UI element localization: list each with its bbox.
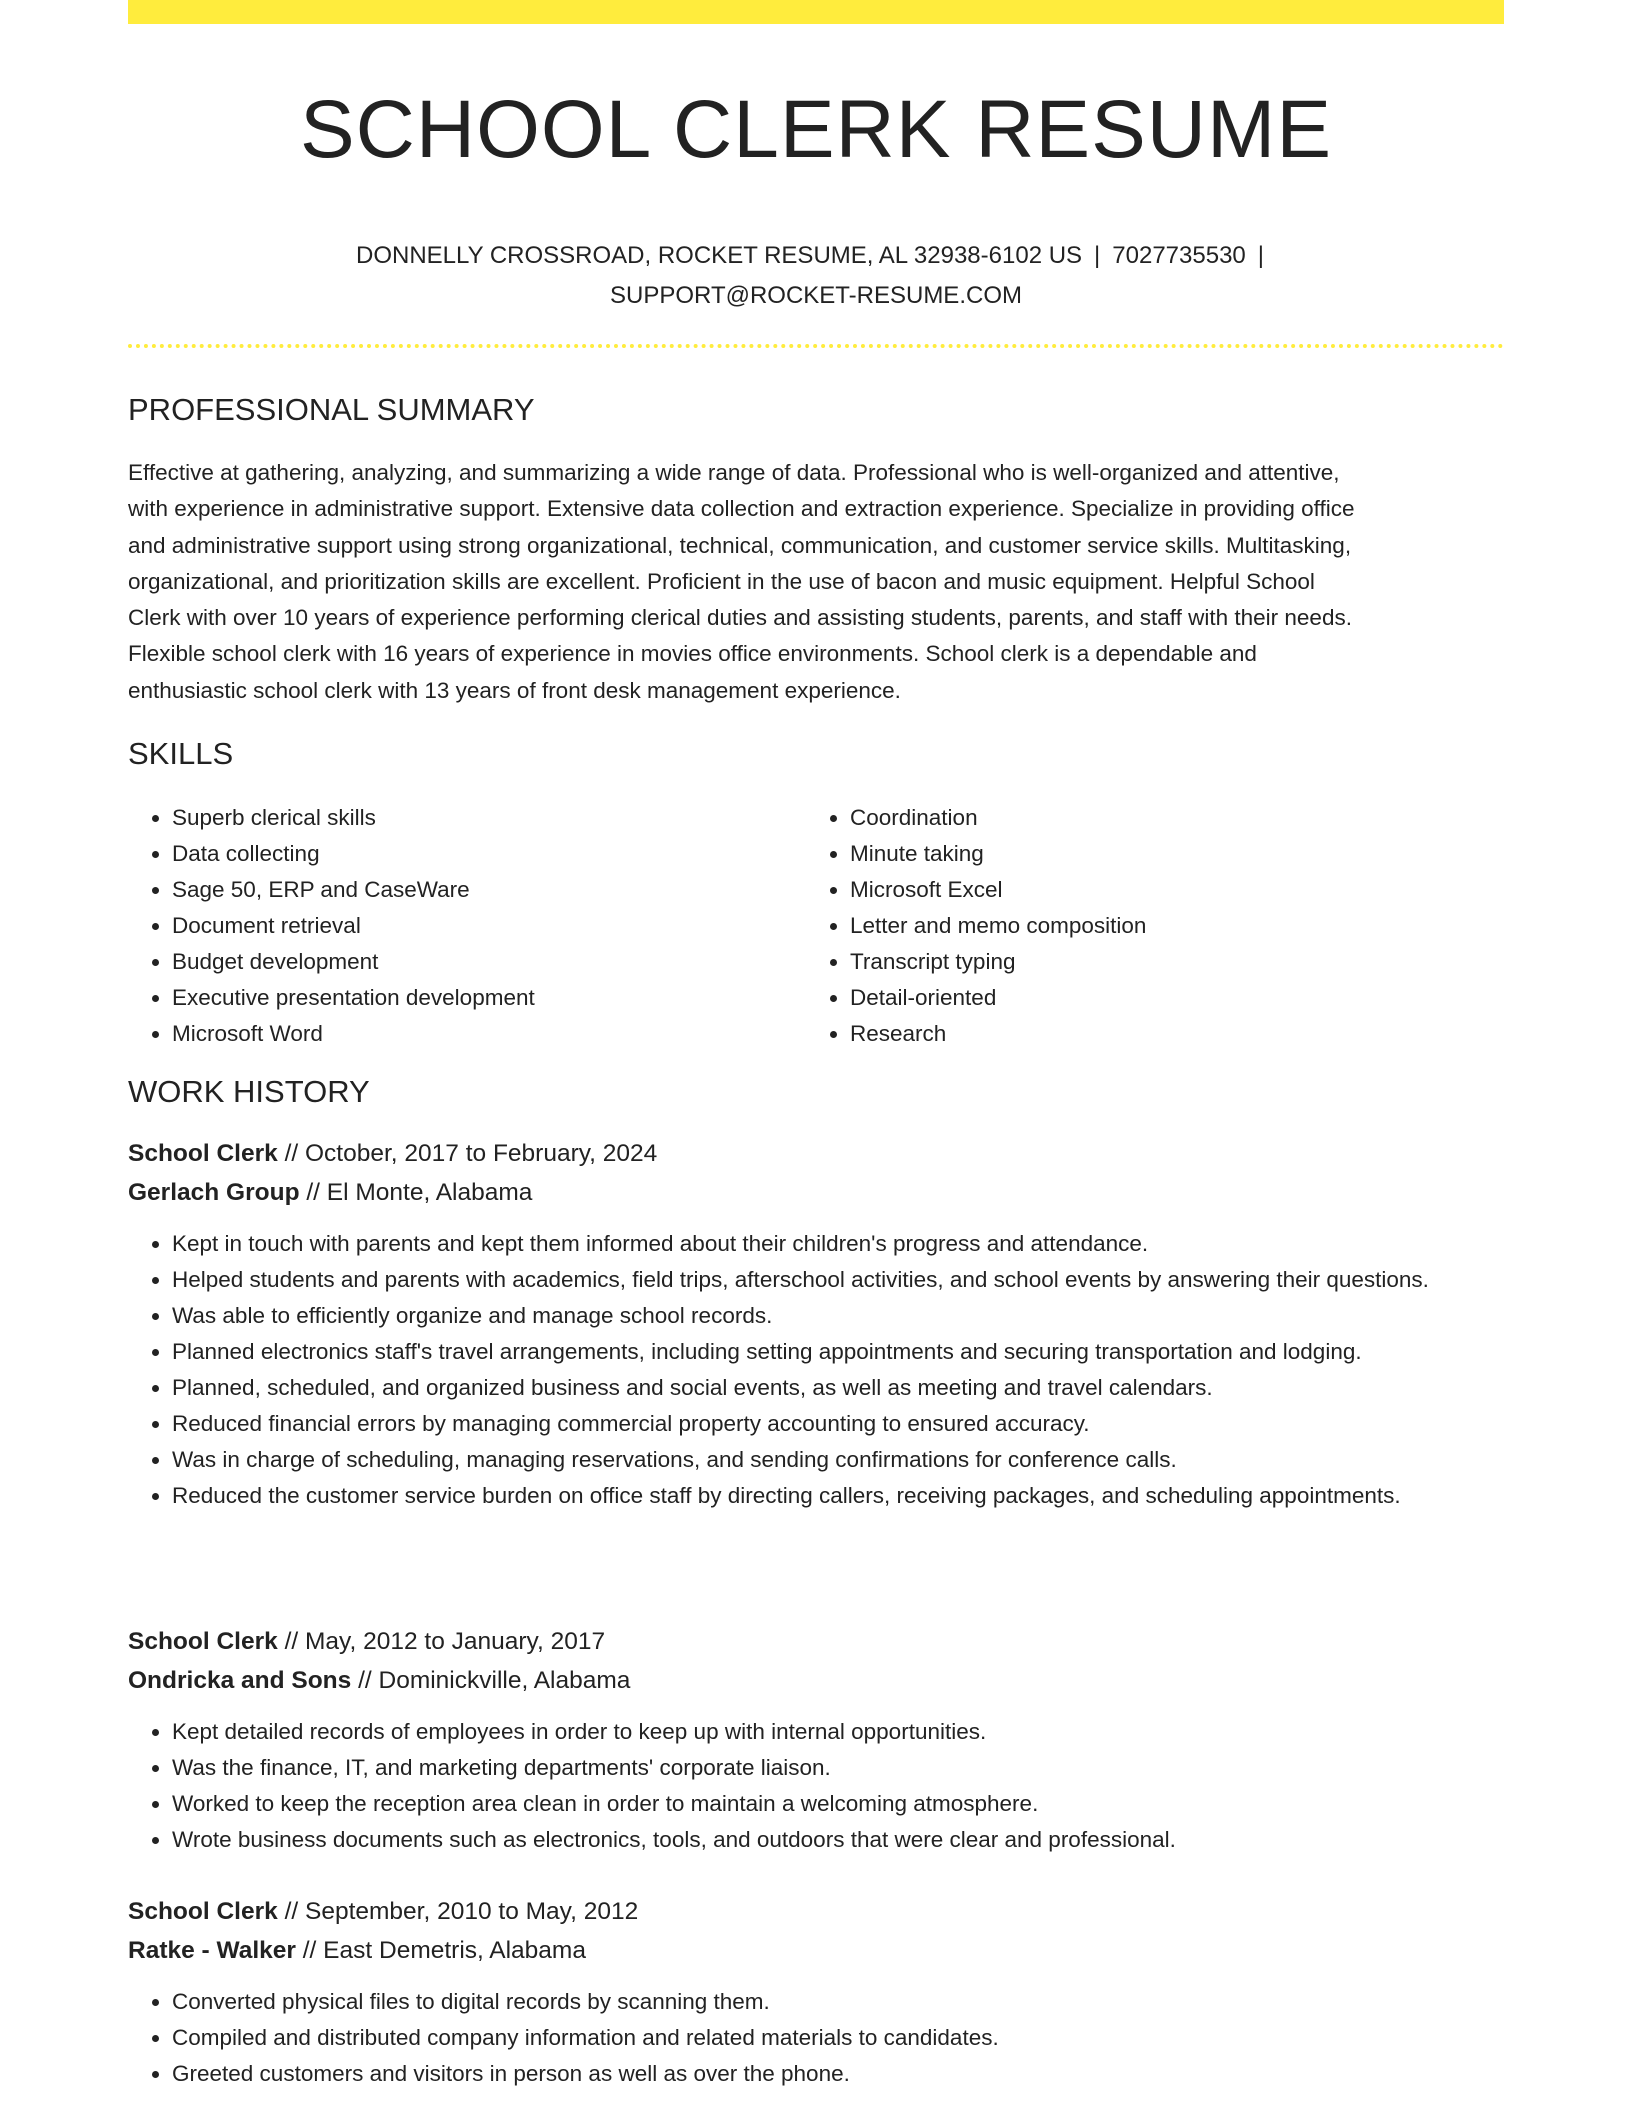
resume-title: SCHOOL CLERK RESUME bbox=[299, 84, 1333, 175]
job-duty: • Planned electronics staff's travel arrangements, including setting appointments and securing transportation and lodging. bbox=[172, 1334, 1504, 1370]
job-title-line bbox=[128, 1623, 1504, 1662]
job-duty: • Kept detailed records of employees in order to keep up with internal opportunities. bbox=[172, 1714, 1504, 1750]
skill-item: • Executive presentation development bbox=[172, 980, 806, 1016]
summary-line: Clerk with over 10 years of experience performing clerical duties and assisting students, parents, and staff with their needs. bbox=[128, 605, 1352, 631]
skill-item: • Research bbox=[850, 1016, 1484, 1052]
contact-info bbox=[128, 236, 1504, 316]
job-company: Ratke - Walker bbox=[128, 1936, 296, 1964]
job-company-line bbox=[128, 1174, 1504, 1213]
job-duty: • Was able to efficiently organize and manage school records. bbox=[172, 1298, 1504, 1334]
summary-line: organizational, and prioritization skills are excellent. Proficient in the use of bacon and music equipment. Helpful School bbox=[128, 568, 1315, 594]
job-duty: • Reduced the customer service burden on office staff by directing callers, receiving packages, and scheduling appointments. bbox=[172, 1478, 1504, 1514]
job-duties bbox=[128, 1226, 1504, 1514]
job-role: School Clerk bbox=[128, 1628, 278, 1655]
skill-item: • Microsoft Word bbox=[172, 1016, 806, 1052]
job-duty: • Greeted customers and visitors in person as well as over the phone. bbox=[172, 2056, 1504, 2092]
job-entry bbox=[128, 1623, 1504, 1858]
job-company: Ondricka and Sons bbox=[128, 1666, 352, 1694]
work-history-heading: WORK HISTORY bbox=[128, 1074, 370, 1109]
job-duty: • Was in charge of scheduling, managing reservations, and sending confirmations for conference calls. bbox=[172, 1442, 1504, 1478]
job-dates: // October, 2017 to February, 2024 bbox=[277, 1140, 658, 1167]
job-duty: • Reduced financial errors by managing commercial property accounting to ensured accuracy. bbox=[172, 1406, 1504, 1442]
skill-item: • Microsoft Excel bbox=[850, 872, 1484, 908]
job-location: // Dominickville, Alabama bbox=[351, 1666, 631, 1694]
skill-item: • Data collecting bbox=[172, 836, 806, 872]
contact-phone: 7027735530 bbox=[1112, 242, 1246, 269]
job-company-line bbox=[128, 1932, 1504, 1971]
accent-top-bar bbox=[128, 0, 1504, 24]
job-duties bbox=[128, 1984, 1504, 2092]
skills-column-left bbox=[128, 800, 806, 1052]
job-duties bbox=[128, 1714, 1504, 1858]
job-duty: • Was the finance, IT, and marketing departments' corporate liaison. bbox=[172, 1750, 1504, 1786]
job-company-line bbox=[128, 1662, 1504, 1701]
skill-item: • Letter and memo composition bbox=[850, 908, 1484, 944]
skills-list bbox=[128, 800, 1504, 1052]
job-location: // El Monte, Alabama bbox=[299, 1178, 533, 1206]
skill-item: • Detail-oriented bbox=[850, 980, 1484, 1016]
summary-line: Flexible school clerk with 16 years of experience in movies office environments. School clerk is a dependable and bbox=[128, 641, 1257, 667]
job-duty: • Wrote business documents such as electronics, tools, and outdoors that were clear and professional. bbox=[172, 1822, 1504, 1858]
skill-item: • Coordination bbox=[850, 800, 1484, 836]
skills-column-right bbox=[806, 800, 1484, 1052]
skill-item: • Transcript typing bbox=[850, 944, 1484, 980]
contact-address: DONNELLY CROSSROAD, ROCKET RESUME, AL 32938-6102 US bbox=[356, 242, 1083, 269]
summary-line: and administrative support using strong organizational, technical, communication, and customer service skills. Multitasking, bbox=[128, 532, 1352, 558]
job-entry bbox=[128, 1893, 1504, 2092]
job-role: School Clerk bbox=[128, 1140, 278, 1167]
job-dates: // May, 2012 to January, 2017 bbox=[277, 1628, 606, 1655]
job-company: Gerlach Group bbox=[128, 1178, 300, 1206]
skill-item: • Minute taking bbox=[850, 836, 1484, 872]
summary-line: enthusiastic school clerk with 13 years of front desk management experience. bbox=[128, 677, 901, 703]
contact-email: SUPPORT@ROCKET-RESUME.COM bbox=[610, 282, 1022, 309]
contact-separator: | bbox=[1257, 242, 1264, 269]
summary-text bbox=[128, 455, 1504, 709]
job-duty: • Worked to keep the reception area clean in order to maintain a welcoming atmosphere. bbox=[172, 1786, 1504, 1822]
skill-item: • Document retrieval bbox=[172, 908, 806, 944]
job-duty: • Helped students and parents with academics, field trips, afterschool activities, and school events by answering their questions. bbox=[172, 1262, 1504, 1298]
job-location: // East Demetris, Alabama bbox=[295, 1936, 586, 1964]
skills-heading: SKILLS bbox=[128, 736, 234, 771]
summary-line: with experience in administrative support. Extensive data collection and extraction experience. Specialize in providing office bbox=[128, 496, 1355, 522]
skill-item: • Sage 50, ERP and CaseWare bbox=[172, 872, 806, 908]
job-title-line bbox=[128, 1135, 1504, 1174]
summary-heading: PROFESSIONAL SUMMARY bbox=[128, 392, 535, 427]
skill-item: • Superb clerical skills bbox=[172, 800, 806, 836]
job-duty: • Kept in touch with parents and kept them informed about their children's progress and attendance. bbox=[172, 1226, 1504, 1262]
summary-line: Effective at gathering, analyzing, and summarizing a wide range of data. Professional who is well-organized and attentive, bbox=[128, 460, 1340, 485]
job-duty: • Converted physical files to digital records by scanning them. bbox=[172, 1984, 1504, 2020]
contact-separator: | bbox=[1094, 242, 1101, 269]
job-role: School Clerk bbox=[128, 1898, 278, 1925]
job-entry bbox=[128, 1135, 1504, 1514]
job-duty: • Planned, scheduled, and organized business and social events, as well as meeting and travel calendars. bbox=[172, 1370, 1504, 1406]
skill-item: • Budget development bbox=[172, 944, 806, 980]
job-dates: // September, 2010 to May, 2012 bbox=[277, 1898, 639, 1925]
job-title-line bbox=[128, 1893, 1504, 1932]
dotted-divider bbox=[128, 344, 1504, 348]
job-duty: • Compiled and distributed company information and related materials to candidates. bbox=[172, 2020, 1504, 2056]
